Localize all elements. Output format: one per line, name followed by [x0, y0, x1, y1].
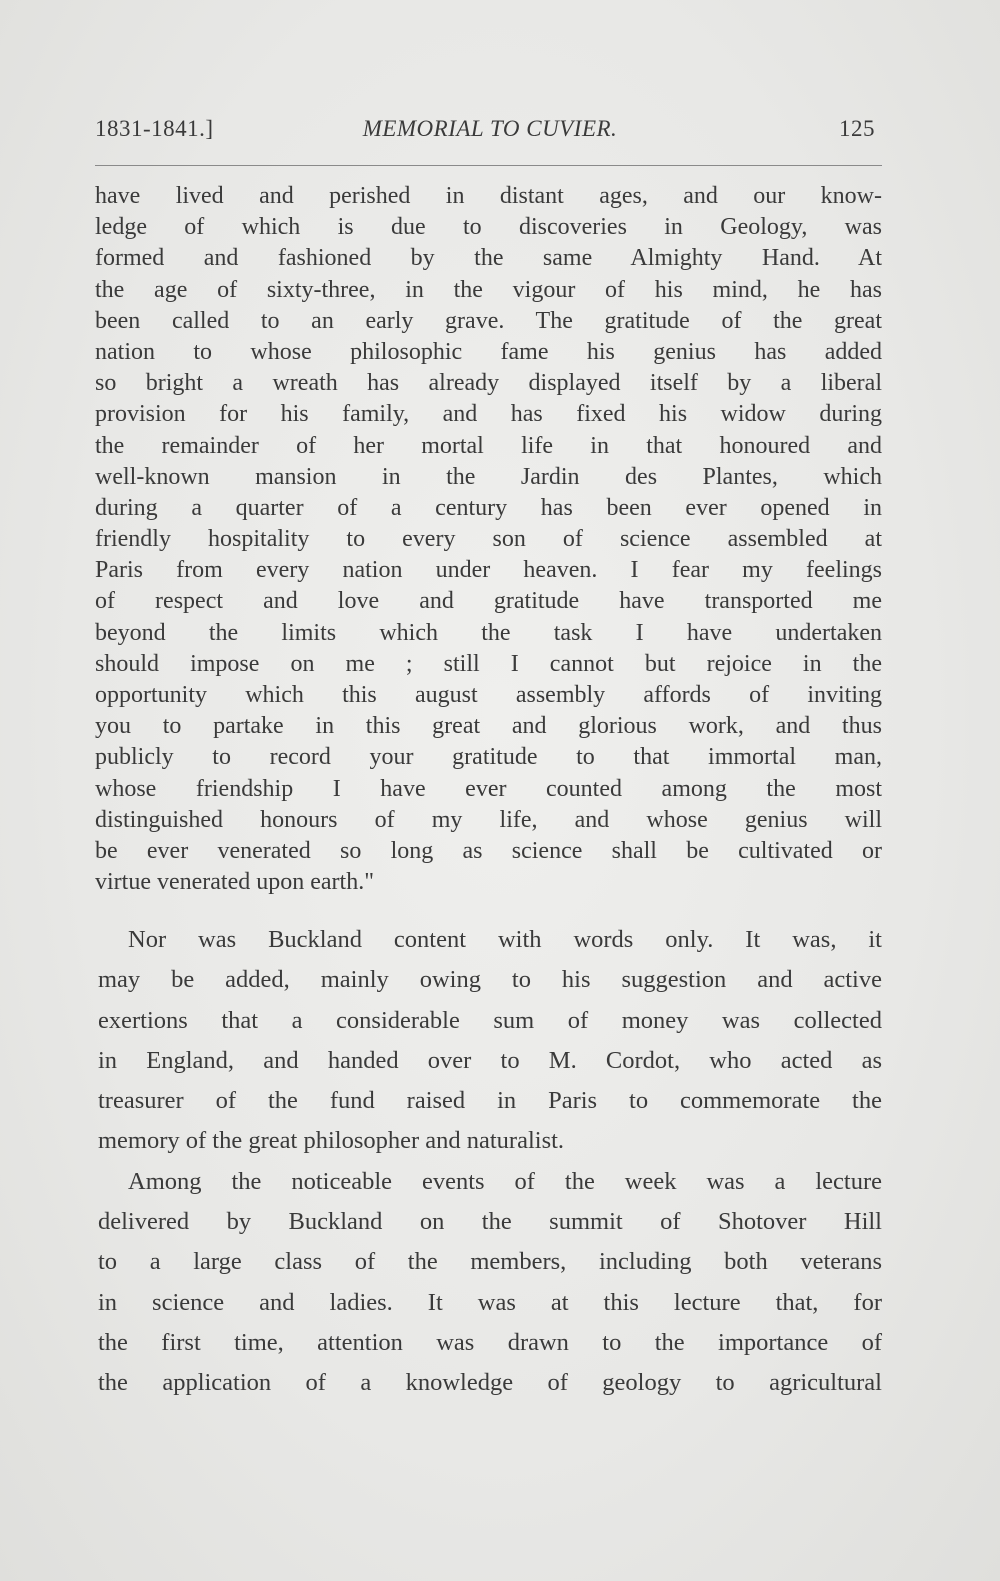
- text-line: may be added, mainly owing to his suggestion and active: [98, 966, 882, 994]
- text-line: well-known mansion in the Jardin des Plantes, which: [95, 463, 882, 490]
- text-line: the remainder of her mortal life in that honoured and: [95, 432, 882, 459]
- text-line: publicly to record your gratitude to that immortal man,: [95, 744, 882, 771]
- text-line: whose friendship I have ever counted among the most: [95, 775, 882, 802]
- running-header: [95, 108, 885, 152]
- text-line: distinguished honours of my life, and whose genius will: [95, 806, 882, 833]
- paragraph-first-line: Nor was Buckland content with words only. It was, it: [128, 926, 882, 953]
- text-line: to a large class of the members, including both veterans: [98, 1248, 882, 1276]
- text-line: ledge of which is due to discoveries in Geology, was: [95, 214, 882, 241]
- text-line: nation to whose philosophic fame his genius has added: [95, 338, 882, 365]
- text-line: Paris from every nation under heaven. I fear my feelings: [95, 557, 882, 584]
- header-title: MEMORIAL TO CUVIER.: [362, 116, 618, 141]
- text-line: during a quarter of a century has been ever opened in: [95, 494, 882, 521]
- text-line: be ever venerated so long as science shall be cultivated or: [95, 837, 882, 864]
- text-line: treasurer of the fund raised in Paris to commemorate the: [98, 1087, 882, 1115]
- text-line: in science and ladies. It was at this lecture that, for: [98, 1288, 882, 1316]
- text-line: beyond the limits which the task I have undertaken: [95, 619, 882, 646]
- header-rule: [95, 165, 882, 166]
- text-line: the application of a knowledge of geology to agricultural: [98, 1369, 882, 1397]
- text-line: been called to an early grave. The gratitude of the great: [95, 307, 882, 334]
- text-line: delivered by Buckland on the summit of Shotover Hill: [98, 1208, 882, 1236]
- paragraph-first-line: Among the noticeable events of the week was a lecture: [128, 1167, 882, 1195]
- text-line: you to partake in this great and glorious work, and thus: [95, 713, 882, 740]
- text-line: the age of sixty-three, in the vigour of his mind, he has: [95, 276, 882, 303]
- text-line: in England, and handed over to M. Cordot, who acted as: [98, 1046, 882, 1074]
- body-text: [98, 920, 882, 1404]
- text-line: should impose on me ; still I cannot but rejoice in the: [95, 650, 882, 677]
- text-line: friendly hospitality to every son of science assembled at: [95, 526, 882, 553]
- quotation-block: [95, 181, 882, 898]
- page-number: 125: [839, 116, 875, 141]
- text-line: memory of the great philosopher and naturalist.: [98, 1127, 565, 1155]
- text-line: opportunity which this august assembly affords of inviting: [95, 682, 882, 708]
- text-line: formed and fashioned by the same Almighty Hand. At: [95, 245, 882, 272]
- text-line: provision for his family, and has fixed his widow during: [95, 401, 882, 428]
- text-line: exertions that a considerable sum of money was collected: [98, 1006, 882, 1034]
- text-line: so bright a wreath has already displayed itself by a liberal: [95, 370, 882, 397]
- header-date-range: 1831-1841.]: [95, 116, 214, 141]
- text-line: the first time, attention was drawn to the importance of: [98, 1328, 882, 1356]
- text-line: of respect and love and gratitude have transported me: [95, 588, 882, 615]
- text-line: virtue venerated upon earth.": [95, 869, 375, 896]
- text-line: have lived and perished in distant ages, and our know-: [95, 183, 882, 209]
